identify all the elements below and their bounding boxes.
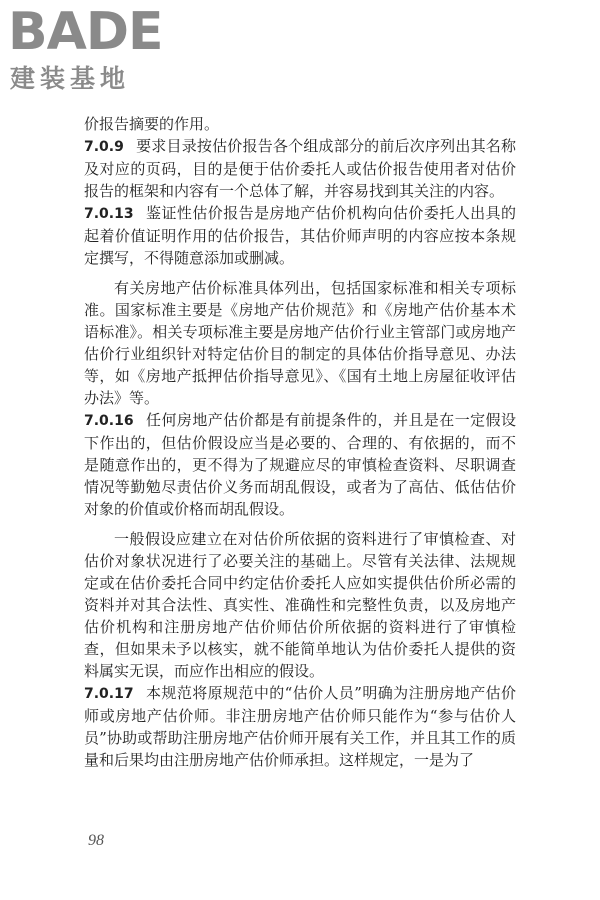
paragraph-text: 任何房地产估价都是有前提条件的，并且是在一定假设下作出的，但估价假设应当是必要的、合理的、有依据的，而不是随意作出的，更不得为了规避应尽的审慎检查资料、尽职调查情况等勤勉尽责估价义务而胡乱假设，或者为了高估、低估估价对象的价值或价格而胡乱假设。 xyxy=(84,411,516,518)
clause-number: 7.0.16 xyxy=(84,413,134,429)
paragraph-7-0-9 xyxy=(84,135,516,202)
paragraph-text: 鉴证性估价报告是房地产估价机构向估价委托人出具的起着价值证明作用的估价报告，其估价师声明的内容应按本条规定撰写，不得随意添加或删减。 xyxy=(84,204,516,267)
logo-subtitle: 建装基地 xyxy=(10,64,131,93)
paragraph-general-assumption xyxy=(84,528,516,682)
paragraph-text: 有关房地产估价标准具体列出，包括国家标准和相关专项标准。国家标准主要是《房地产估价规范》和《房地产估价基本术语标准》。相关专项标准主要是房地产估价行业主管部门或房地产估价行业组织针对特定估价目的制定的具体估价指导意见、办法等，如《房地产抵押估价指导意见》、《国有土地上房屋征收评估办法》等。 xyxy=(84,279,516,407)
paragraph-7-0-16 xyxy=(84,409,516,520)
paragraph-text: 要求目录按估价报告各个组成部分的前后次序列出其名称及对应的页码，目的是便于估价委托人或估价报告使用者对估价报告的框架和内容有一个总体了解，并容易找到其关注的内容。 xyxy=(84,137,516,200)
paragraph-7-0-13 xyxy=(84,202,516,269)
logo-brand-text: BADE xyxy=(8,2,163,62)
paragraph-text: 一般假设应建立在对估价所依据的资料进行了审慎检查、对估价对象状况进行了必要关注的基础上。尽管有关法律、法规规定或在估价委托合同中约定估价委托人应如实提供估价所必需的资料并对其合法性、真实性、准确性和完整性负责，以及房地产估价机构和注册房地产估价师估价所依据的资料进行了审慎检查，但如果未予以核实，就不能简单地认为估价委托人提供的资料属实无误，而应作出相应的假设。 xyxy=(84,530,516,680)
paragraph-7-0-17 xyxy=(84,682,516,771)
clause-number: 7.0.13 xyxy=(84,206,134,222)
paragraph-continuation xyxy=(84,113,516,135)
clause-number: 7.0.9 xyxy=(84,139,124,155)
paragraph-text: 本规范将原规范中的“估价人员”明确为注册房地产估价师或房地产估价师。非注册房地产估价师只能作为“参与估价人员”协助或帮助注册房地产估价师开展有关工作，并且其工作的质量和后果均由注册房地产估价师承担。这样规定，一是为了 xyxy=(84,684,516,769)
page-number: 98 xyxy=(88,832,104,849)
bade-logo xyxy=(8,4,178,104)
document-body xyxy=(84,113,516,771)
paragraph-standards xyxy=(84,277,516,409)
paragraph-text: 价报告摘要的作用。 xyxy=(84,115,220,133)
clause-number: 7.0.17 xyxy=(84,686,134,702)
